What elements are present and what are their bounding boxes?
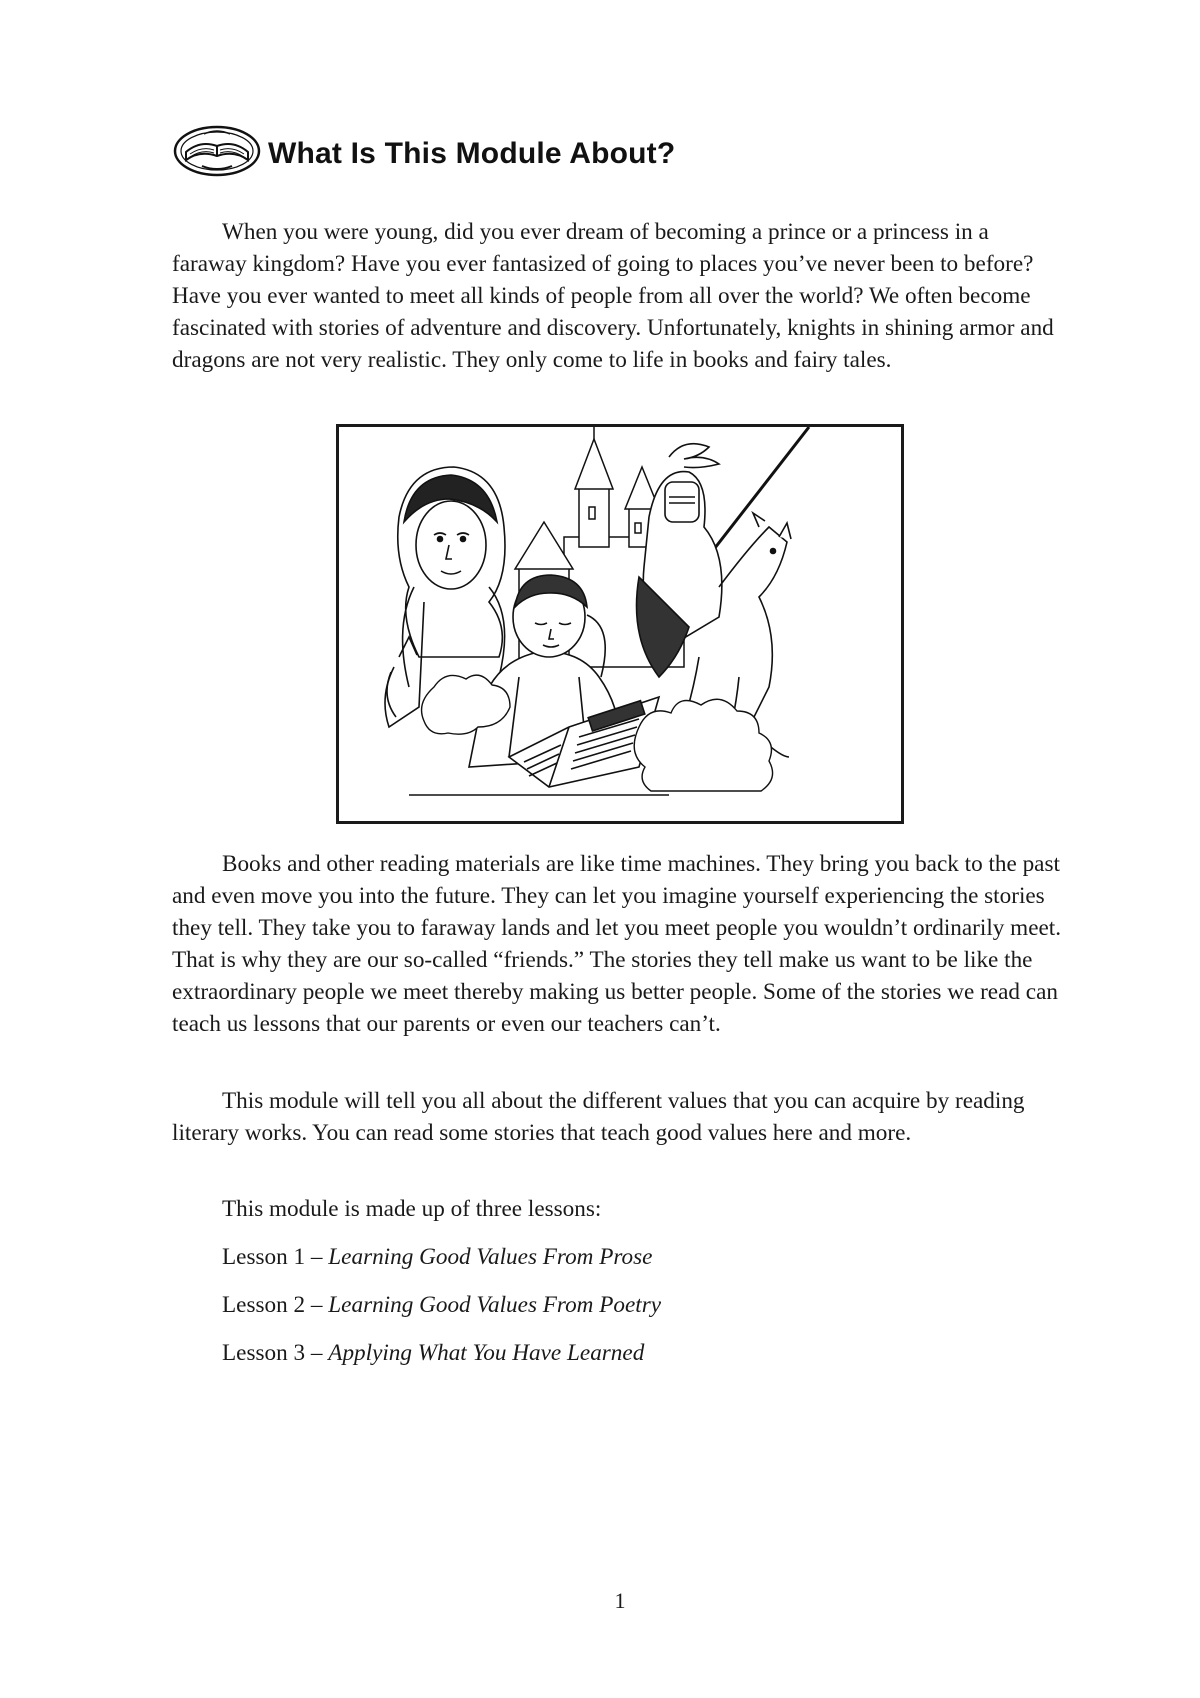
body-paragraph xyxy=(172,848,1062,1040)
lesson-item xyxy=(222,1241,1112,1273)
lesson-list-intro: This module is made up of three lessons: xyxy=(222,1196,602,1222)
open-book-icon xyxy=(172,122,262,180)
section-heading xyxy=(172,122,675,180)
story-illustration xyxy=(336,424,904,824)
lesson-label: Lesson 2 – xyxy=(222,1292,329,1318)
lesson-title: Learning Good Values From Poetry xyxy=(328,1292,662,1318)
lesson-label: Lesson 3 – xyxy=(222,1340,329,1366)
lesson-item xyxy=(222,1337,1112,1369)
paragraph-text: Books and other reading materials are like time machines. They bring you back to the past and even move you into the future. They can let you imagine yourself experiencing the stories they tell. They take you to faraway lands and let you meet people you wouldn’t ordinarily meet. That is why they are our so-called “friends.” The stories they tell make us want to be like the extraordinary people we meet thereby making us better people. Some of the stories we read can teach us lessons that our parents or even our teachers can’t. xyxy=(172,851,1062,1037)
page-number: 1 xyxy=(614,1588,626,1613)
lesson-title: Learning Good Values From Prose xyxy=(328,1244,653,1270)
lesson-title: Applying What You Have Learned xyxy=(328,1340,645,1366)
fairy-tale-illustration-image xyxy=(339,427,901,821)
lesson-item xyxy=(222,1289,1112,1321)
lesson-label: Lesson 1 – xyxy=(222,1244,329,1270)
page-title: What Is This Module About? xyxy=(268,137,676,170)
paragraph-text: When you were young, did you ever dream of becoming a prince or a princess in a faraway kingdom? Have you ever fantasized of going to places you’ve never been to before? Have you ever wanted to meet all kinds of people from all over the world? We often become fascinated with stories of adventure and discovery. Unfortunately, knights in shining armor and dragons are not very realistic. They only come to life in books and fairy tales. xyxy=(172,219,1054,373)
intro-paragraph xyxy=(172,216,1062,376)
body-paragraph xyxy=(172,1085,1062,1149)
paragraph-text: This module will tell you all about the different values that you can acquire by reading literary works. You can read some stories that teach good values here and more. xyxy=(172,1088,1025,1146)
